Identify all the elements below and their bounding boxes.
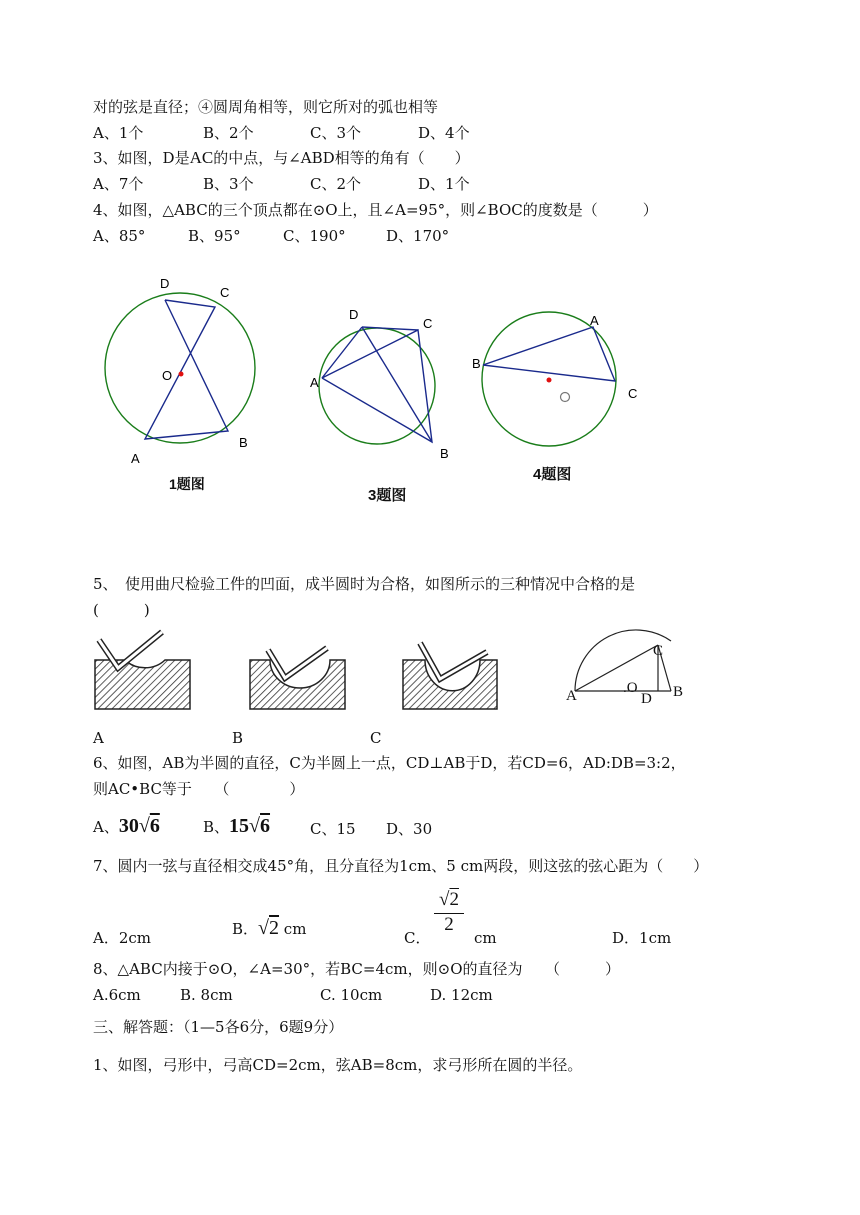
semi-label-b: B xyxy=(673,684,684,700)
q3-option-c: C、2个 xyxy=(310,175,362,193)
fig3-label-c: C xyxy=(423,316,433,331)
q5-stem-line2: ( ) xyxy=(93,601,150,619)
q2-option-b: B、2个 xyxy=(203,124,254,142)
tool-b-figure xyxy=(250,648,345,709)
q6-option-a-prefix: A、 xyxy=(93,818,119,836)
q6-option-b-prefix: B、 xyxy=(203,818,230,836)
q7-option-c-num: 2 xyxy=(449,889,459,910)
q7-option-c-prefix: C． xyxy=(404,929,431,947)
fig3-caption: 3题图 xyxy=(368,487,407,504)
q4-option-a: A、85° xyxy=(93,227,146,245)
fig4-label-b: B xyxy=(472,356,481,371)
fig1-label-b: B xyxy=(239,435,248,450)
q4-option-c: C、190° xyxy=(283,227,346,245)
q7-stem: 7、圆内一弦与直径相交成45°角，且分直径为1cm、5 cm两段，则这弦的弦心距为（ ） xyxy=(93,857,709,875)
semi-label-d: D xyxy=(641,691,652,707)
semi-label-o: .O xyxy=(623,680,638,696)
semi-label-a: A xyxy=(566,688,577,704)
q7-option-d: D．1cm xyxy=(612,929,672,947)
q2-option-d: D、4个 xyxy=(418,124,470,142)
fig1-label-d: D xyxy=(160,276,170,291)
q3-option-b: B、3个 xyxy=(203,175,254,193)
q4-option-b: B、95° xyxy=(188,227,241,245)
q5-label-b: B xyxy=(232,729,244,747)
fig1-label-o: O xyxy=(162,368,173,383)
section3-q1: 1、如图，弓形中，弓高CD=2cm，弦AB=8cm，求弓形所在圆的半径。 xyxy=(93,1056,583,1074)
q3-stem-post: 的中点，与∠ABD相等的角有（ ） xyxy=(213,149,470,167)
q6-option-b xyxy=(203,816,270,837)
q6-option-a-coef: 30 xyxy=(118,815,139,837)
fig3-label-a: A xyxy=(310,375,319,390)
q7-option-b-prefix: B． xyxy=(232,920,259,938)
q7-option-b xyxy=(232,918,306,939)
q5-label-a: A xyxy=(93,729,104,747)
q3-arc-ac: AC xyxy=(189,148,214,167)
q2-stem-tail: 对的弦是直径；④圆周角相等，则它所对的弧也相等 xyxy=(93,98,439,116)
tool-c-figure xyxy=(403,643,497,709)
q8-option-a: A.6cm xyxy=(93,986,141,1004)
q2-option-c: C、3个 xyxy=(310,124,362,142)
q3-stem-pre: 3、如图，D是 xyxy=(93,149,190,167)
q3-option-d: D、1个 xyxy=(418,175,470,193)
q8-option-c: C. 10cm xyxy=(320,986,383,1004)
semi-label-c: C xyxy=(653,643,664,659)
q6-stem-line1: 6、如图，AB为半圆的直径，C为半圆上一点，CD⊥AB于D，若CD=6，AD:DB=3:2， xyxy=(93,754,686,772)
q7-option-c-numerator xyxy=(434,889,464,911)
q6-option-a-rad: 6 xyxy=(149,815,160,837)
fig4-label-a: A xyxy=(590,313,599,328)
sqrt-icon: √ xyxy=(439,889,450,910)
q7-option-c-fraction xyxy=(434,889,464,936)
q6-option-c: C、15 xyxy=(310,820,356,838)
q7-option-c-denominator: 2 xyxy=(434,913,464,936)
fig4-label-c: C xyxy=(628,386,638,401)
fig1-label-c: C xyxy=(220,285,230,300)
q6-option-b-coef: 15 xyxy=(229,815,250,837)
fig1-caption: 1题图 xyxy=(169,476,205,492)
q8-stem: 8、△ABC内接于⊙O，∠A=30°，若BC=4cm，则⊙O的直径为 （ ） xyxy=(93,960,620,978)
q6-option-a xyxy=(93,816,160,837)
sqrt-icon: √ xyxy=(258,917,270,939)
q8-option-d: D. 12cm xyxy=(430,986,493,1004)
sqrt-icon: √ xyxy=(249,815,261,837)
q6-stem-line2: 则AC•BC等于 （ ） xyxy=(93,780,305,798)
q4-option-d: D、170° xyxy=(386,227,450,245)
sqrt-icon: √ xyxy=(138,815,150,837)
fig3-label-d: D xyxy=(349,307,359,322)
q4-stem: 4、如图，△ABC的三个顶点都在⊙O上，且∠A=95°，则∠BOC的度数是（ ） xyxy=(93,201,658,219)
fig3-label-b: B xyxy=(440,446,449,461)
q7-option-a: A．2cm xyxy=(93,929,152,947)
q5-stem-line1: 5、 使用曲尺检验工件的凹面，成半圆时为合格，如图所示的三种情况中合格的是 xyxy=(93,575,636,593)
q3-option-a: A、7个 xyxy=(93,175,144,193)
q5-label-c: C xyxy=(370,729,382,747)
fig1-label-a: A xyxy=(131,451,140,466)
fig4-caption: 4题图 xyxy=(533,466,572,483)
q6-option-d: D、30 xyxy=(386,820,433,838)
q8-option-b: B. 8cm xyxy=(180,986,233,1004)
q6-option-b-rad: 6 xyxy=(260,815,271,837)
q2-option-a: A、1个 xyxy=(93,124,144,142)
q7-option-c-unit: cm xyxy=(474,929,497,947)
tool-a-figure xyxy=(95,632,190,709)
q7-option-b-unit: cm xyxy=(283,920,307,938)
q7-option-b-rad: 2 xyxy=(269,917,280,939)
section3-heading: 三、解答题：（1—5各6分，6题9分） xyxy=(93,1018,344,1036)
